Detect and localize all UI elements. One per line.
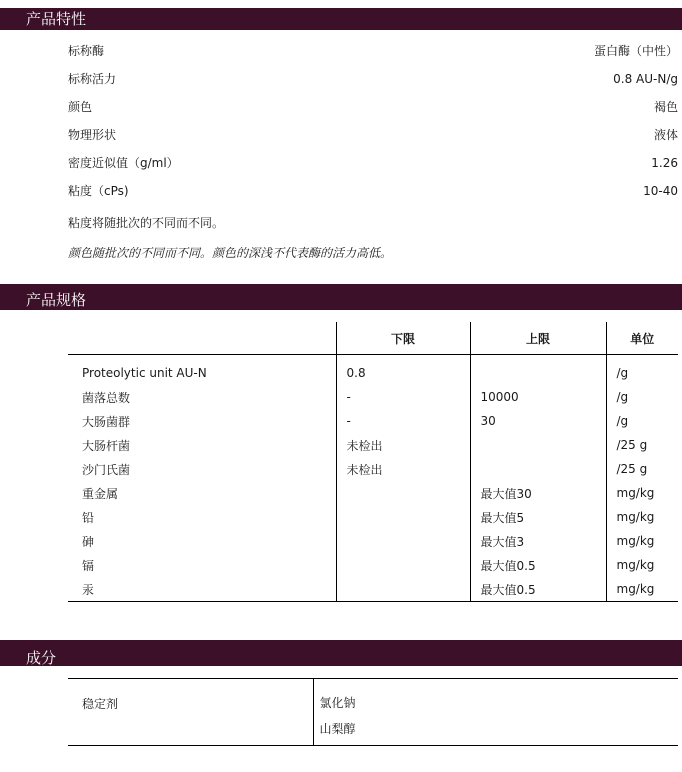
item-name: 重金属	[82, 486, 119, 501]
item-name: Proteolytic unit AU-N	[82, 366, 207, 380]
unit: /g	[606, 355, 678, 386]
header-cell-upper: 上限	[470, 322, 606, 355]
table-row	[68, 577, 678, 602]
section-title: 产品特性	[26, 10, 87, 28]
item-name: 大肠菌群	[82, 414, 131, 429]
unit: /25 g	[606, 457, 678, 481]
table-row	[68, 355, 678, 386]
unit: /25 g	[606, 433, 678, 457]
property-value: 1.26	[651, 156, 678, 170]
upper-limit: 10000	[470, 385, 606, 409]
property-label: 标称活力	[68, 72, 117, 86]
item-name: 铅	[82, 510, 95, 525]
upper-limit: 最大值30	[470, 481, 606, 505]
ingredient-item: 氯化钠	[319, 696, 356, 710]
lower-limit: 未检出	[336, 457, 470, 481]
section-header-properties	[0, 8, 682, 30]
ingredient-item: 山梨醇	[319, 722, 356, 736]
ingredient-category: 稳定剂	[82, 697, 119, 711]
table-row	[68, 553, 678, 577]
section-header-spec	[0, 284, 682, 310]
upper-limit: 最大值5	[470, 505, 606, 529]
unit: /g	[606, 385, 678, 409]
upper-limit: 最大值3	[470, 529, 606, 553]
lower-limit	[336, 529, 470, 553]
upper-limit	[470, 433, 606, 457]
item-name: 砷	[82, 534, 95, 549]
header-cell-unit: 单位	[606, 322, 678, 355]
section-header-ingredients	[0, 640, 682, 666]
property-label: 物理形状	[68, 128, 117, 142]
viscosity-note: 粘度将随批次的不同而不同。	[68, 216, 225, 230]
property-row	[68, 66, 678, 92]
lower-limit: 0.8	[336, 355, 470, 386]
header-cell-lower: 下限	[336, 322, 470, 355]
ingredients-table	[68, 678, 678, 746]
table-row	[68, 457, 678, 481]
unit: mg/kg	[606, 505, 678, 529]
property-label: 粘度（cPs)	[68, 184, 129, 198]
lower-limit	[336, 505, 470, 529]
item-name: 镉	[82, 558, 95, 573]
table-row	[68, 385, 678, 409]
upper-limit	[470, 457, 606, 481]
lower-limit	[336, 481, 470, 505]
table-row	[68, 505, 678, 529]
property-label: 颜色	[68, 100, 93, 114]
item-name: 大肠杆菌	[82, 438, 131, 453]
property-value: 液体	[653, 128, 678, 142]
property-value: 蛋白酶（中性）	[593, 44, 678, 58]
property-value: 10-40	[643, 184, 678, 198]
property-label: 密度近似值（g/ml）	[68, 156, 179, 170]
table-row	[68, 433, 678, 457]
upper-limit: 30	[470, 409, 606, 433]
lower-limit: -	[336, 409, 470, 433]
property-label: 标称酶	[68, 44, 105, 58]
header-cell	[68, 322, 336, 355]
lower-limit	[336, 553, 470, 577]
table-row	[68, 409, 678, 433]
upper-limit: 最大值0.5	[470, 577, 606, 602]
property-row	[68, 150, 678, 176]
upper-limit	[470, 355, 606, 386]
table-row	[68, 679, 678, 746]
item-name: 沙门氏菌	[82, 462, 131, 477]
section-title: 产品规格	[26, 291, 87, 309]
section-title: 成分	[26, 649, 57, 667]
unit: mg/kg	[606, 529, 678, 553]
spec-table	[68, 322, 678, 602]
property-row	[68, 122, 678, 148]
property-value: 0.8 AU-N/g	[613, 72, 678, 86]
item-name: 汞	[68, 577, 336, 602]
property-row	[68, 94, 678, 120]
unit: mg/kg	[606, 553, 678, 577]
item-name: 菌落总数	[82, 390, 131, 405]
lower-limit: 未检出	[336, 433, 470, 457]
upper-limit: 最大值0.5	[470, 553, 606, 577]
unit: mg/kg	[606, 481, 678, 505]
table-row	[68, 529, 678, 553]
table-header-row	[68, 322, 678, 355]
unit: mg/kg	[606, 577, 678, 602]
property-row	[68, 178, 678, 204]
unit: /g	[606, 409, 678, 433]
table-row	[68, 481, 678, 505]
property-row	[68, 38, 678, 64]
lower-limit: -	[336, 385, 470, 409]
color-note: 颜色随批次的不同而不同。颜色的深浅不代表酶的活力高低。	[68, 246, 393, 260]
property-value: 褐色	[653, 100, 678, 114]
ingredient-list	[313, 679, 678, 746]
lower-limit	[336, 577, 470, 602]
